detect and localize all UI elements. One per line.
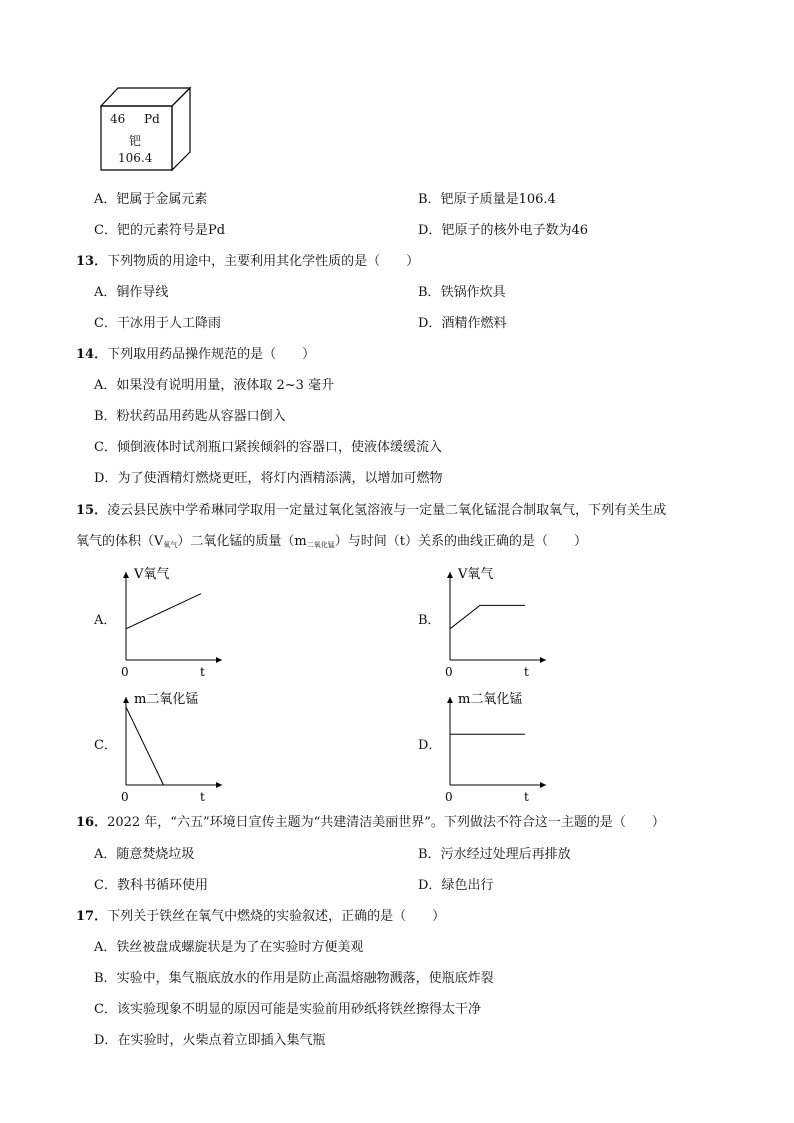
q15-option-b[interactable] (418, 556, 548, 678)
graph-d (440, 681, 550, 803)
question-text: 凌云县民族中学希琳同学取用一定量过氧化氢溶液与一定量二氧化锰混合制取氧气，下列有关生成 (107, 503, 667, 518)
option-text: 绿色出行 (441, 878, 494, 893)
question-number: 14． (76, 347, 108, 362)
x-axis-arrow (540, 782, 546, 788)
y-axis-arrow (123, 572, 129, 578)
element-name: 钯 (129, 134, 142, 148)
atomic-number: 46 (110, 112, 126, 126)
stem-part: ）与时间（t）关系的曲线正确的是（ ） (334, 534, 587, 549)
x-axis-label: t (524, 665, 529, 678)
q13-option-d[interactable] (418, 312, 506, 331)
stem-part: ）二氧化锰的质量（m (177, 534, 307, 549)
option-text: 该实验现象不明显的原因可能是实验前用砂纸将铁丝擦得太干净 (116, 1002, 481, 1017)
option-letter: B． (94, 409, 117, 424)
series-line (126, 594, 201, 629)
q17-option-b[interactable] (94, 967, 494, 986)
option-letter: C． (94, 738, 117, 753)
origin-label: 0 (121, 665, 129, 678)
option-letter: C． (94, 316, 117, 331)
y-axis-arrow (123, 697, 129, 703)
origin-label: 0 (445, 790, 453, 803)
element-cube (100, 86, 192, 172)
option-letter: D． (418, 878, 442, 893)
option-letter: A． (94, 847, 117, 862)
option-text: 铁丝被盘成螺旋状是为了在实验时方便美观 (116, 940, 364, 955)
option-letter: A． (94, 940, 117, 955)
q12-option-a[interactable] (94, 188, 207, 207)
subscript-mno2: 二氧化锰 (306, 541, 335, 549)
option-text: 干冰用于人工降雨 (116, 316, 221, 331)
option-letter: D． (94, 471, 118, 486)
graph-c (116, 681, 226, 803)
q15-stem-line2 (76, 530, 587, 550)
subscript-oxygen: 氧气 (163, 541, 178, 549)
x-axis-arrow (216, 782, 222, 788)
y-axis-arrow (447, 572, 453, 578)
series-line (450, 605, 525, 628)
question-number: 17． (76, 909, 108, 924)
q13-option-b[interactable] (418, 281, 506, 300)
atomic-mass: 106.4 (118, 151, 153, 165)
option-letter: C． (94, 878, 117, 893)
series-line (126, 707, 164, 785)
q15-option-a[interactable] (94, 556, 224, 678)
option-text: 实验中，集气瓶底放水的作用是防止高温熔融物溅落，使瓶底炸裂 (116, 971, 494, 986)
question-number: 13． (76, 254, 108, 269)
element-symbol: Pd (144, 112, 160, 126)
q12-option-d[interactable] (418, 219, 588, 238)
question-text: 下列物质的用途中，主要利用其化学性质的是（ ） (107, 254, 420, 269)
q16-option-b[interactable] (418, 843, 571, 862)
q14-option-b[interactable] (94, 405, 286, 424)
option-letter: D． (94, 1033, 118, 1048)
x-axis-arrow (540, 657, 546, 663)
question-text: 下列取用药品操作规范的是（ ） (107, 347, 316, 362)
question-number: 15． (76, 503, 108, 518)
option-text: 酒精作燃料 (441, 316, 507, 331)
q15-option-c[interactable] (94, 681, 224, 803)
option-letter: D． (418, 316, 442, 331)
option-text: 污水经过处理后再排放 (440, 847, 571, 862)
option-letter: B． (94, 971, 117, 986)
option-letter: A． (94, 285, 117, 300)
q17-stem (76, 905, 445, 924)
question-text: 下列关于铁丝在氧气中燃烧的实验叙述，正确的是（ ） (107, 909, 446, 924)
option-text: 铁锅作炊具 (440, 285, 506, 300)
x-axis-label: t (200, 665, 205, 678)
option-text: 随意焚烧垃圾 (116, 847, 195, 862)
q14-option-d[interactable] (94, 467, 442, 486)
x-axis-arrow (216, 657, 222, 663)
option-letter: C． (94, 1002, 117, 1017)
x-axis-label: t (200, 790, 205, 803)
graph-a (116, 556, 226, 678)
option-letter: B． (418, 285, 441, 300)
q13-option-a[interactable] (94, 281, 168, 300)
q16-option-c[interactable] (94, 874, 208, 893)
option-text: 粉状药品用药匙从容器口倒入 (116, 409, 286, 424)
y-axis-label: m二氧化锰 (134, 692, 199, 707)
y-axis-arrow (447, 697, 453, 703)
q13-stem (76, 250, 419, 269)
q15-stem-line1 (76, 499, 666, 518)
y-axis-label: V氧气 (134, 567, 170, 582)
option-letter: C． (94, 223, 117, 238)
stem-part: 氧气的体积（V (76, 534, 164, 549)
option-text: 在实验时，火柴点着立即插入集气瓶 (117, 1033, 326, 1048)
option-text: 钯原子质量是106.4 (440, 192, 556, 207)
q15-option-d[interactable] (418, 681, 548, 803)
q14-stem (76, 343, 315, 362)
q12-option-c[interactable] (94, 219, 225, 238)
option-letter: D． (418, 738, 442, 753)
option-text: 钯的元素符号是Pd (116, 223, 226, 238)
q16-option-a[interactable] (94, 843, 194, 862)
question-text: 2022 年，“六五”环境日宣传主题为“共建清洁美丽世界”。下列做法不符合这一主题的是（ ） (107, 815, 665, 830)
q12-option-b[interactable] (418, 188, 556, 207)
option-text: 如果没有说明用量，液体取 2~3 毫升 (116, 378, 335, 393)
y-axis-label: V氧气 (458, 567, 494, 582)
option-text: 教科书循环使用 (116, 878, 208, 893)
option-letter: A． (94, 613, 117, 628)
option-letter: A． (94, 378, 117, 393)
option-text: 倾倒液体时试剂瓶口紧挨倾斜的容器口，使液体缓缓流入 (116, 440, 442, 455)
q16-option-d[interactable] (418, 874, 493, 893)
q17-option-c[interactable] (94, 998, 481, 1017)
origin-label: 0 (121, 790, 129, 803)
q13-option-c[interactable] (94, 312, 221, 331)
q17-option-d[interactable] (94, 1029, 325, 1048)
option-letter: A． (94, 192, 117, 207)
option-text: 为了使酒精灯燃烧更旺，将灯内酒精添满，以增加可燃物 (117, 471, 443, 486)
option-letter: D． (418, 223, 442, 238)
y-axis-label: m二氧化锰 (458, 692, 523, 707)
option-letter: B． (418, 192, 441, 207)
option-text: 钯属于金属元素 (116, 192, 208, 207)
q14-option-c[interactable] (94, 436, 442, 455)
q16-stem (76, 811, 665, 830)
graph-b (440, 556, 550, 678)
question-number: 16． (76, 815, 108, 830)
option-letter: C． (94, 440, 117, 455)
option-text: 铜作导线 (116, 285, 169, 300)
option-text: 钯原子的核外电子数为46 (441, 223, 588, 238)
option-letter: B． (418, 613, 441, 628)
q14-option-a[interactable] (94, 374, 334, 393)
option-letter: B． (418, 847, 441, 862)
x-axis-label: t (524, 790, 529, 803)
origin-label: 0 (445, 665, 453, 678)
q17-option-a[interactable] (94, 936, 363, 955)
